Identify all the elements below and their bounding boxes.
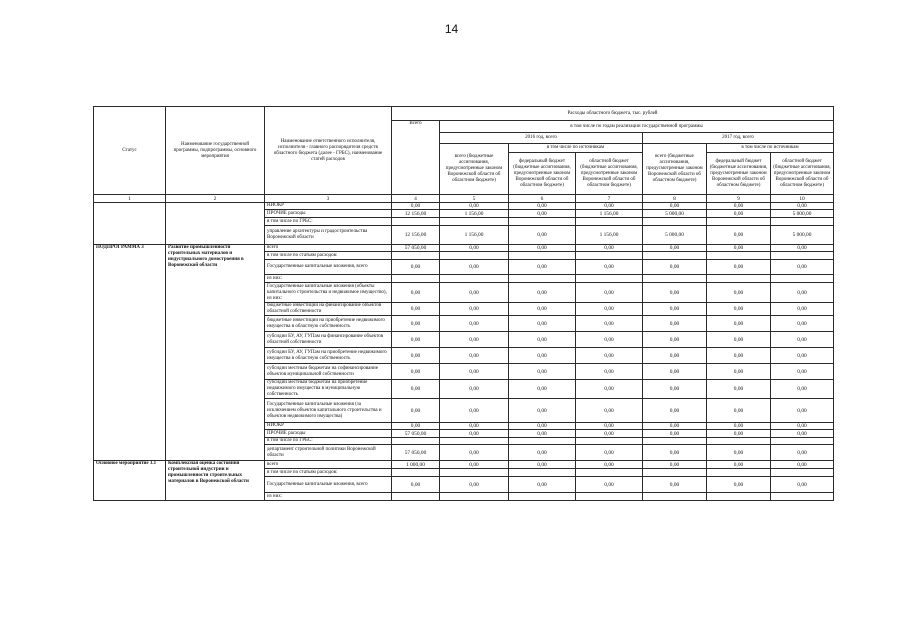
- value-cell: 0,00: [707, 477, 771, 493]
- value-cell: [392, 469, 440, 477]
- value-cell: [509, 252, 576, 260]
- value-cell: 0,00: [440, 283, 509, 303]
- value-cell: 12 156,00: [392, 226, 440, 245]
- value-cell: 0,00: [576, 203, 643, 210]
- expense-label-cell: субсидии БУ, АУ, ГУПам на финансирование объектов областной собственности: [265, 332, 392, 348]
- value-cell: 0,00: [643, 203, 707, 210]
- column-number: 7: [576, 195, 643, 203]
- header-2016: 2016 год, всего: [440, 133, 643, 144]
- value-cell: 0,00: [440, 260, 509, 275]
- value-cell: 0,00: [576, 316, 643, 332]
- value-cell: 0,00: [440, 399, 509, 423]
- value-cell: 0,00: [392, 380, 440, 399]
- value-cell: [440, 275, 509, 283]
- header-2016-total: всего (бюджетные ассигнования, предусмотренные законом Воронежской области об областном бюджете): [440, 144, 509, 195]
- value-cell: 0,00: [509, 477, 576, 493]
- value-cell: 0,00: [576, 260, 643, 275]
- value-cell: [771, 469, 834, 477]
- value-cell: 1 156,00: [440, 226, 509, 245]
- header-2017: 2017 год, всего: [643, 133, 834, 144]
- value-cell: 0,00: [440, 430, 509, 438]
- value-cell: 0,00: [392, 283, 440, 303]
- header-status: Статус: [94, 107, 166, 195]
- expense-label-cell: ПРОЧИЕ расходы: [265, 430, 392, 438]
- value-cell: 0,00: [771, 380, 834, 399]
- column-number: 5: [440, 195, 509, 203]
- value-cell: 0,00: [509, 245, 576, 252]
- value-cell: 0,00: [707, 316, 771, 332]
- header-2017-sources: в том числе по источникам: [707, 144, 834, 153]
- value-cell: 0,00: [707, 461, 771, 469]
- value-cell: 0,00: [392, 332, 440, 348]
- value-cell: 0,00: [509, 283, 576, 303]
- value-cell: 0,00: [440, 445, 509, 461]
- value-cell: 0,00: [643, 477, 707, 493]
- value-cell: [509, 218, 576, 226]
- expense-label-cell: Государственные капитальные вложения (объекты капитального строительства и недвижимое имущество), из них:: [265, 283, 392, 303]
- value-cell: [440, 493, 509, 501]
- value-cell: 0,00: [509, 445, 576, 461]
- value-cell: 0,00: [707, 380, 771, 399]
- value-cell: 0,00: [576, 283, 643, 303]
- expense-label-cell: в том числе по ГРБС:: [265, 218, 392, 226]
- value-cell: 0,00: [392, 260, 440, 275]
- value-cell: 0,00: [576, 430, 643, 438]
- expense-label-cell: в том числе по ГРБС:: [265, 438, 392, 445]
- value-cell: 0,00: [771, 203, 834, 210]
- header-executor: Наименование ответственного исполнителя, исполнителя - главного распорядителя средств областного бюджета (далее - ГРБС), наименование статей расходов: [265, 107, 392, 195]
- value-cell: [643, 438, 707, 445]
- expense-label-cell: НИОКР: [265, 423, 392, 430]
- value-cell: [509, 275, 576, 283]
- value-cell: [707, 252, 771, 260]
- value-cell: [509, 438, 576, 445]
- expense-label-cell: НИОКР: [265, 203, 392, 210]
- expense-label-cell: в том числе по статьям расходов:: [265, 469, 392, 477]
- value-cell: [440, 218, 509, 226]
- header-2017-federal: федеральный бюджет (бюджетные ассигнования, предусмотренные законом Воронежской области об областном бюджете): [707, 153, 771, 195]
- value-cell: [576, 275, 643, 283]
- value-cell: 0,00: [707, 226, 771, 245]
- value-cell: 0,00: [440, 364, 509, 380]
- page-number: 14: [444, 22, 459, 36]
- value-cell: 0,00: [576, 380, 643, 399]
- value-cell: 0,00: [440, 303, 509, 316]
- value-cell: 0,00: [392, 203, 440, 210]
- header-expenses: Расходы областного бюджета, тыс. рублей: [392, 107, 834, 121]
- program-name-cell: Развитие промышленности строительных материалов и индустриального домостроения в Воронежской области: [166, 245, 265, 461]
- value-cell: 0,00: [440, 316, 509, 332]
- expense-label-cell: из них:: [265, 493, 392, 501]
- value-cell: 5 000,00: [643, 226, 707, 245]
- value-cell: [771, 218, 834, 226]
- expense-label-cell: в том числе по статьям расходов:: [265, 252, 392, 260]
- value-cell: 5 000,00: [771, 226, 834, 245]
- column-numbers-row: [94, 195, 834, 203]
- value-cell: 0,00: [771, 332, 834, 348]
- value-cell: 0,00: [509, 380, 576, 399]
- value-cell: 0,00: [576, 423, 643, 430]
- status-cell: ПОДПРОГРАММА 3: [94, 245, 166, 461]
- expense-label-cell: бюджетные инвестиции на приобретение недвижимого имущества в областную собственность: [265, 316, 392, 332]
- value-cell: 0,00: [576, 303, 643, 316]
- value-cell: 0,00: [707, 430, 771, 438]
- expense-label-cell: из них:: [265, 275, 392, 283]
- value-cell: 0,00: [643, 283, 707, 303]
- value-cell: 0,00: [440, 423, 509, 430]
- value-cell: [392, 252, 440, 260]
- value-cell: [440, 252, 509, 260]
- status-cell: Основное мероприятие 3.1: [94, 461, 166, 501]
- value-cell: 0,00: [440, 461, 509, 469]
- value-cell: 0,00: [771, 461, 834, 469]
- value-cell: [643, 493, 707, 501]
- expense-label-cell: всего: [265, 245, 392, 252]
- table-row: [94, 245, 834, 252]
- value-cell: 0,00: [707, 260, 771, 275]
- value-cell: 57 050,00: [392, 430, 440, 438]
- expense-label-cell: Государственные капитальные вложения (за исключением объектов капитального строительства и объектов недвижимого имущества): [265, 399, 392, 423]
- value-cell: [392, 275, 440, 283]
- expense-label-cell: департамент строительной политики Воронежской области: [265, 445, 392, 461]
- value-cell: 0,00: [771, 399, 834, 423]
- value-cell: 0,00: [440, 380, 509, 399]
- value-cell: 0,00: [707, 332, 771, 348]
- value-cell: 57 050,00: [392, 445, 440, 461]
- value-cell: 0,00: [440, 332, 509, 348]
- value-cell: 0,00: [509, 461, 576, 469]
- value-cell: 0,00: [771, 477, 834, 493]
- value-cell: [643, 275, 707, 283]
- value-cell: 0,00: [509, 364, 576, 380]
- column-number: 8: [643, 195, 707, 203]
- program-name-cell: Комплексная оценка состояния строительной индустрии и промышленности строительных материалов в Воронежской области: [166, 461, 265, 501]
- value-cell: 0,00: [576, 364, 643, 380]
- value-cell: [440, 438, 509, 445]
- column-number: 10: [771, 195, 834, 203]
- value-cell: 5 000,00: [771, 210, 834, 218]
- value-cell: 0,00: [643, 245, 707, 252]
- status-cell: [94, 203, 166, 245]
- value-cell: 0,00: [707, 348, 771, 364]
- header-2017-regional: областной бюджет (бюджетные ассигнования, предусмотренные законом Воронежской области об областном бюджете): [771, 153, 834, 195]
- value-cell: 0,00: [771, 316, 834, 332]
- value-cell: 0,00: [707, 210, 771, 218]
- value-cell: [509, 469, 576, 477]
- value-cell: [707, 275, 771, 283]
- value-cell: [509, 493, 576, 501]
- value-cell: 0,00: [440, 477, 509, 493]
- value-cell: 0,00: [707, 445, 771, 461]
- value-cell: 0,00: [576, 461, 643, 469]
- header-2017-total: всего (бюджетные ассигнования, предусмотренные законом Воронежской области об областном бюджете): [643, 144, 707, 195]
- value-cell: 0,00: [509, 423, 576, 430]
- value-cell: 0,00: [643, 260, 707, 275]
- value-cell: 0,00: [576, 445, 643, 461]
- value-cell: 0,00: [771, 423, 834, 430]
- value-cell: 0,00: [771, 245, 834, 252]
- budget-table: [93, 106, 834, 501]
- value-cell: 0,00: [643, 423, 707, 430]
- expense-label-cell: Государственные капитальные вложения, всего: [265, 477, 392, 493]
- value-cell: 0,00: [771, 260, 834, 275]
- value-cell: 1 156,00: [440, 210, 509, 218]
- table-row: [94, 461, 834, 469]
- value-cell: 0,00: [643, 364, 707, 380]
- value-cell: 5 000,00: [643, 210, 707, 218]
- value-cell: 0,00: [643, 445, 707, 461]
- value-cell: 0,00: [576, 245, 643, 252]
- value-cell: 1 156,00: [576, 210, 643, 218]
- value-cell: 1 156,00: [576, 226, 643, 245]
- value-cell: [392, 493, 440, 501]
- value-cell: 12 156,00: [392, 210, 440, 218]
- value-cell: 0,00: [440, 245, 509, 252]
- value-cell: 0,00: [392, 399, 440, 423]
- value-cell: [771, 438, 834, 445]
- value-cell: [440, 469, 509, 477]
- value-cell: 0,00: [643, 316, 707, 332]
- value-cell: [576, 493, 643, 501]
- value-cell: 0,00: [643, 461, 707, 469]
- value-cell: [771, 275, 834, 283]
- value-cell: 0,00: [440, 203, 509, 210]
- header-2016-sources: в том числе по источникам: [509, 144, 643, 153]
- value-cell: 0,00: [576, 332, 643, 348]
- value-cell: 0,00: [509, 226, 576, 245]
- value-cell: 0,00: [509, 303, 576, 316]
- column-number: 4: [392, 195, 440, 203]
- value-cell: 0,00: [440, 348, 509, 364]
- value-cell: [392, 438, 440, 445]
- header-program: Наименование государственной программы, подпрограммы, основного мероприятия: [166, 107, 265, 195]
- value-cell: 1 000,00: [392, 461, 440, 469]
- value-cell: [707, 218, 771, 226]
- value-cell: 0,00: [576, 348, 643, 364]
- value-cell: 0,00: [643, 348, 707, 364]
- value-cell: [643, 252, 707, 260]
- value-cell: 0,00: [707, 303, 771, 316]
- value-cell: 0,00: [392, 423, 440, 430]
- expense-label-cell: субсидии местным бюджетам на приобретение недвижимого имущества в муниципальную собственность: [265, 380, 392, 399]
- value-cell: 0,00: [392, 348, 440, 364]
- value-cell: 0,00: [707, 245, 771, 252]
- header-by-years: в том числе по годам реализации государственной программы: [440, 121, 834, 133]
- value-cell: [707, 493, 771, 501]
- value-cell: 0,00: [771, 445, 834, 461]
- value-cell: [576, 252, 643, 260]
- value-cell: 0,00: [707, 364, 771, 380]
- value-cell: [771, 252, 834, 260]
- value-cell: 0,00: [771, 283, 834, 303]
- value-cell: 0,00: [576, 399, 643, 423]
- value-cell: 57 050,00: [392, 245, 440, 252]
- value-cell: [576, 469, 643, 477]
- value-cell: [771, 493, 834, 501]
- column-number: 9: [707, 195, 771, 203]
- value-cell: 0,00: [509, 348, 576, 364]
- value-cell: 0,00: [771, 364, 834, 380]
- value-cell: [576, 218, 643, 226]
- expense-label-cell: бюджетные инвестиции на финансирование объектов областной собственности: [265, 303, 392, 316]
- value-cell: [643, 469, 707, 477]
- value-cell: 0,00: [707, 203, 771, 210]
- value-cell: 0,00: [509, 430, 576, 438]
- column-number: 1: [94, 195, 166, 203]
- value-cell: [707, 469, 771, 477]
- value-cell: 0,00: [509, 260, 576, 275]
- value-cell: 0,00: [707, 283, 771, 303]
- expense-label-cell: ПРОЧИЕ расходы: [265, 210, 392, 218]
- value-cell: [707, 438, 771, 445]
- value-cell: 0,00: [643, 380, 707, 399]
- value-cell: [643, 218, 707, 226]
- value-cell: 0,00: [576, 477, 643, 493]
- value-cell: 0,00: [392, 364, 440, 380]
- value-cell: 0,00: [509, 210, 576, 218]
- expense-label-cell: субсидии местным бюджетам на софинансирование объектов муниципальной собственности: [265, 364, 392, 380]
- expense-label-cell: управление архитектуры и градостроительства Воронежской области: [265, 226, 392, 245]
- value-cell: [576, 438, 643, 445]
- value-cell: 0,00: [643, 303, 707, 316]
- program-name-cell: [166, 203, 265, 245]
- value-cell: 0,00: [392, 316, 440, 332]
- header-total: Всего: [392, 121, 440, 195]
- value-cell: 0,00: [771, 303, 834, 316]
- column-number: 3: [265, 195, 392, 203]
- column-number: 6: [509, 195, 576, 203]
- column-number: 2: [166, 195, 265, 203]
- value-cell: 0,00: [509, 203, 576, 210]
- value-cell: 0,00: [509, 399, 576, 423]
- value-cell: 0,00: [643, 332, 707, 348]
- value-cell: 0,00: [707, 399, 771, 423]
- value-cell: 0,00: [707, 423, 771, 430]
- value-cell: 0,00: [509, 316, 576, 332]
- table-row: [94, 203, 834, 210]
- value-cell: 0,00: [392, 303, 440, 316]
- header-2016-regional: областной бюджет (бюджетные ассигнования, предусмотренные законом Воронежской области об областном бюджете): [576, 153, 643, 195]
- value-cell: 0,00: [643, 399, 707, 423]
- expense-label-cell: субсидии БУ, АУ, ГУПам на приобретение недвижимого имущества в областную собственность: [265, 348, 392, 364]
- value-cell: 0,00: [771, 348, 834, 364]
- value-cell: 0,00: [392, 477, 440, 493]
- header-2016-federal: федеральный бюджет (бюджетные ассигнования, предусмотренные законом Воронежской области об областном бюджете): [509, 153, 576, 195]
- value-cell: [392, 218, 440, 226]
- value-cell: 0,00: [509, 332, 576, 348]
- expense-label-cell: всего: [265, 461, 392, 469]
- value-cell: 0,00: [643, 430, 707, 438]
- value-cell: 0,00: [771, 430, 834, 438]
- expense-label-cell: Государственные капитальные вложения, всего: [265, 260, 392, 275]
